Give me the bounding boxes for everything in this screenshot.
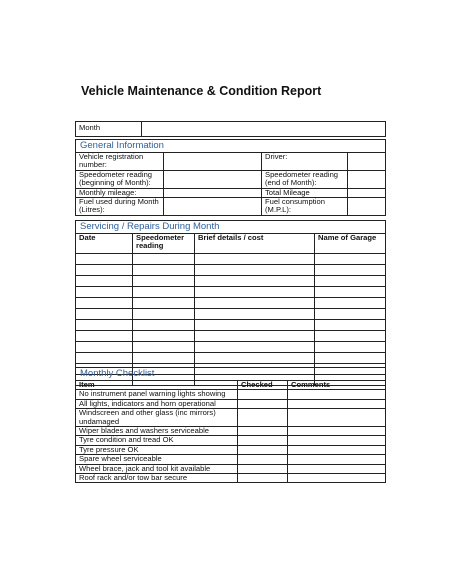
servicing-row	[76, 265, 386, 276]
servicing-cell[interactable]	[133, 309, 195, 320]
servicing-row	[76, 353, 386, 364]
checklist-row	[76, 464, 386, 473]
general-left-value[interactable]	[164, 188, 262, 197]
checklist-row	[76, 455, 386, 464]
checklist-row	[76, 409, 386, 427]
checklist-item-label: Wiper blades and washers serviceable	[76, 427, 238, 436]
checklist-comments-cell[interactable]	[288, 436, 386, 445]
servicing-cell[interactable]	[315, 309, 386, 320]
general-info-row	[76, 170, 386, 188]
checklist-comments-cell[interactable]	[288, 427, 386, 436]
checklist-comments-cell[interactable]	[288, 390, 386, 399]
checklist-checked-cell[interactable]	[238, 390, 288, 399]
servicing-cell[interactable]	[315, 353, 386, 364]
checklist-row	[76, 436, 386, 445]
general-left-value[interactable]	[164, 153, 262, 171]
servicing-cell[interactable]	[195, 320, 315, 331]
servicing-cell[interactable]	[133, 342, 195, 353]
general-info-heading: General Information	[76, 140, 386, 153]
general-left-label: Vehicle registration number:	[76, 153, 164, 171]
checklist-comments-cell[interactable]	[288, 399, 386, 408]
col-brief-details: Brief details / cost	[195, 234, 315, 254]
checklist-comments-cell[interactable]	[288, 455, 386, 464]
general-info-row	[76, 188, 386, 197]
servicing-row	[76, 331, 386, 342]
servicing-cell[interactable]	[133, 265, 195, 276]
servicing-cell[interactable]	[133, 353, 195, 364]
general-left-label: Fuel used during Month (Litres):	[76, 198, 164, 216]
general-right-label: Speedometer reading (end of Month):	[262, 170, 348, 188]
servicing-heading: Servicing / Repairs During Month	[76, 221, 386, 234]
general-right-value[interactable]	[348, 170, 386, 188]
servicing-row	[76, 309, 386, 320]
servicing-cell[interactable]	[76, 287, 133, 298]
page-title: Vehicle Maintenance & Condition Report	[81, 84, 322, 98]
checklist-checked-cell[interactable]	[238, 427, 288, 436]
general-right-label: Driver:	[262, 153, 348, 171]
checklist-row	[76, 399, 386, 408]
checklist-item-label: Windscreen and other glass (inc mirrors) undamaged	[76, 409, 238, 427]
servicing-cell[interactable]	[76, 254, 133, 265]
col-checked: Checked	[238, 381, 288, 390]
col-speedometer-reading: Speedometer reading	[133, 234, 195, 254]
month-field[interactable]	[142, 122, 386, 137]
checklist-checked-cell[interactable]	[238, 474, 288, 483]
servicing-row	[76, 276, 386, 287]
checklist-item-label: All lights, indicators and horn operational	[76, 399, 238, 408]
servicing-cell[interactable]	[133, 276, 195, 287]
servicing-cell[interactable]	[76, 342, 133, 353]
servicing-cell[interactable]	[195, 342, 315, 353]
checklist-item-label: Wheel brace, jack and tool kit available	[76, 464, 238, 473]
servicing-cell[interactable]	[133, 254, 195, 265]
checklist-checked-cell[interactable]	[238, 436, 288, 445]
col-comments: Comments	[288, 381, 386, 390]
month-table	[75, 121, 386, 137]
checklist-checked-cell[interactable]	[238, 455, 288, 464]
servicing-table	[75, 220, 386, 386]
general-right-label: Total Mileage	[262, 188, 348, 197]
servicing-cell[interactable]	[195, 254, 315, 265]
servicing-cell[interactable]	[195, 298, 315, 309]
servicing-cell[interactable]	[133, 287, 195, 298]
checklist-row	[76, 427, 386, 436]
servicing-row	[76, 298, 386, 309]
servicing-cell[interactable]	[195, 265, 315, 276]
checklist-comments-cell[interactable]	[288, 464, 386, 473]
checklist-row	[76, 474, 386, 483]
servicing-cell[interactable]	[76, 320, 133, 331]
servicing-cell[interactable]	[315, 331, 386, 342]
servicing-cell[interactable]	[315, 254, 386, 265]
servicing-cell[interactable]	[315, 287, 386, 298]
checklist-comments-cell[interactable]	[288, 474, 386, 483]
general-info-row	[76, 198, 386, 216]
servicing-cell[interactable]	[315, 342, 386, 353]
checklist-row	[76, 445, 386, 454]
servicing-cell[interactable]	[315, 265, 386, 276]
general-info-row	[76, 153, 386, 171]
servicing-row	[76, 342, 386, 353]
servicing-cell[interactable]	[133, 298, 195, 309]
checklist-comments-cell[interactable]	[288, 445, 386, 454]
general-left-label: Monthly mileage:	[76, 188, 164, 197]
checklist-checked-cell[interactable]	[238, 399, 288, 408]
checklist-checked-cell[interactable]	[238, 445, 288, 454]
general-right-label: Fuel consumption (M.P.L):	[262, 198, 348, 216]
servicing-cell[interactable]	[315, 298, 386, 309]
checklist-row	[76, 390, 386, 399]
servicing-cell[interactable]	[76, 298, 133, 309]
servicing-cell[interactable]	[76, 276, 133, 287]
checklist-table	[75, 367, 386, 483]
checklist-item-label: Roof rack and/or tow bar secure	[76, 474, 238, 483]
servicing-cell[interactable]	[195, 276, 315, 287]
col-item: Item	[76, 381, 238, 390]
general-left-value[interactable]	[164, 198, 262, 216]
col-name-of-garage: Name of Garage	[315, 234, 386, 254]
checklist-checked-cell[interactable]	[238, 464, 288, 473]
servicing-cell[interactable]	[195, 287, 315, 298]
general-right-value[interactable]	[348, 188, 386, 197]
month-label: Month	[76, 122, 142, 137]
servicing-row	[76, 287, 386, 298]
servicing-cell[interactable]	[76, 265, 133, 276]
servicing-cell[interactable]	[195, 309, 315, 320]
general-left-label: Speedometer reading (beginning of Month):	[76, 170, 164, 188]
servicing-cell[interactable]	[195, 353, 315, 364]
servicing-row	[76, 254, 386, 265]
general-right-value[interactable]	[348, 153, 386, 171]
servicing-cell[interactable]	[315, 320, 386, 331]
servicing-cell[interactable]	[315, 276, 386, 287]
servicing-cell[interactable]	[133, 320, 195, 331]
checklist-comments-cell[interactable]	[288, 409, 386, 427]
checklist-item-label: Spare wheel serviceable	[76, 455, 238, 464]
servicing-cell[interactable]	[76, 331, 133, 342]
servicing-cell[interactable]	[133, 331, 195, 342]
servicing-cell[interactable]	[76, 353, 133, 364]
general-info-table	[75, 139, 386, 216]
col-date: Date	[76, 234, 133, 254]
checklist-checked-cell[interactable]	[238, 409, 288, 427]
checklist-item-label: No instrument panel warning lights showing	[76, 390, 238, 399]
servicing-cell[interactable]	[195, 331, 315, 342]
servicing-row	[76, 320, 386, 331]
servicing-cell[interactable]	[76, 309, 133, 320]
checklist-item-label: Tyre pressure OK	[76, 445, 238, 454]
general-left-value[interactable]	[164, 170, 262, 188]
checklist-heading: Monthly Checklist	[76, 368, 386, 381]
checklist-item-label: Tyre condition and tread OK	[76, 436, 238, 445]
general-right-value[interactable]	[348, 198, 386, 216]
